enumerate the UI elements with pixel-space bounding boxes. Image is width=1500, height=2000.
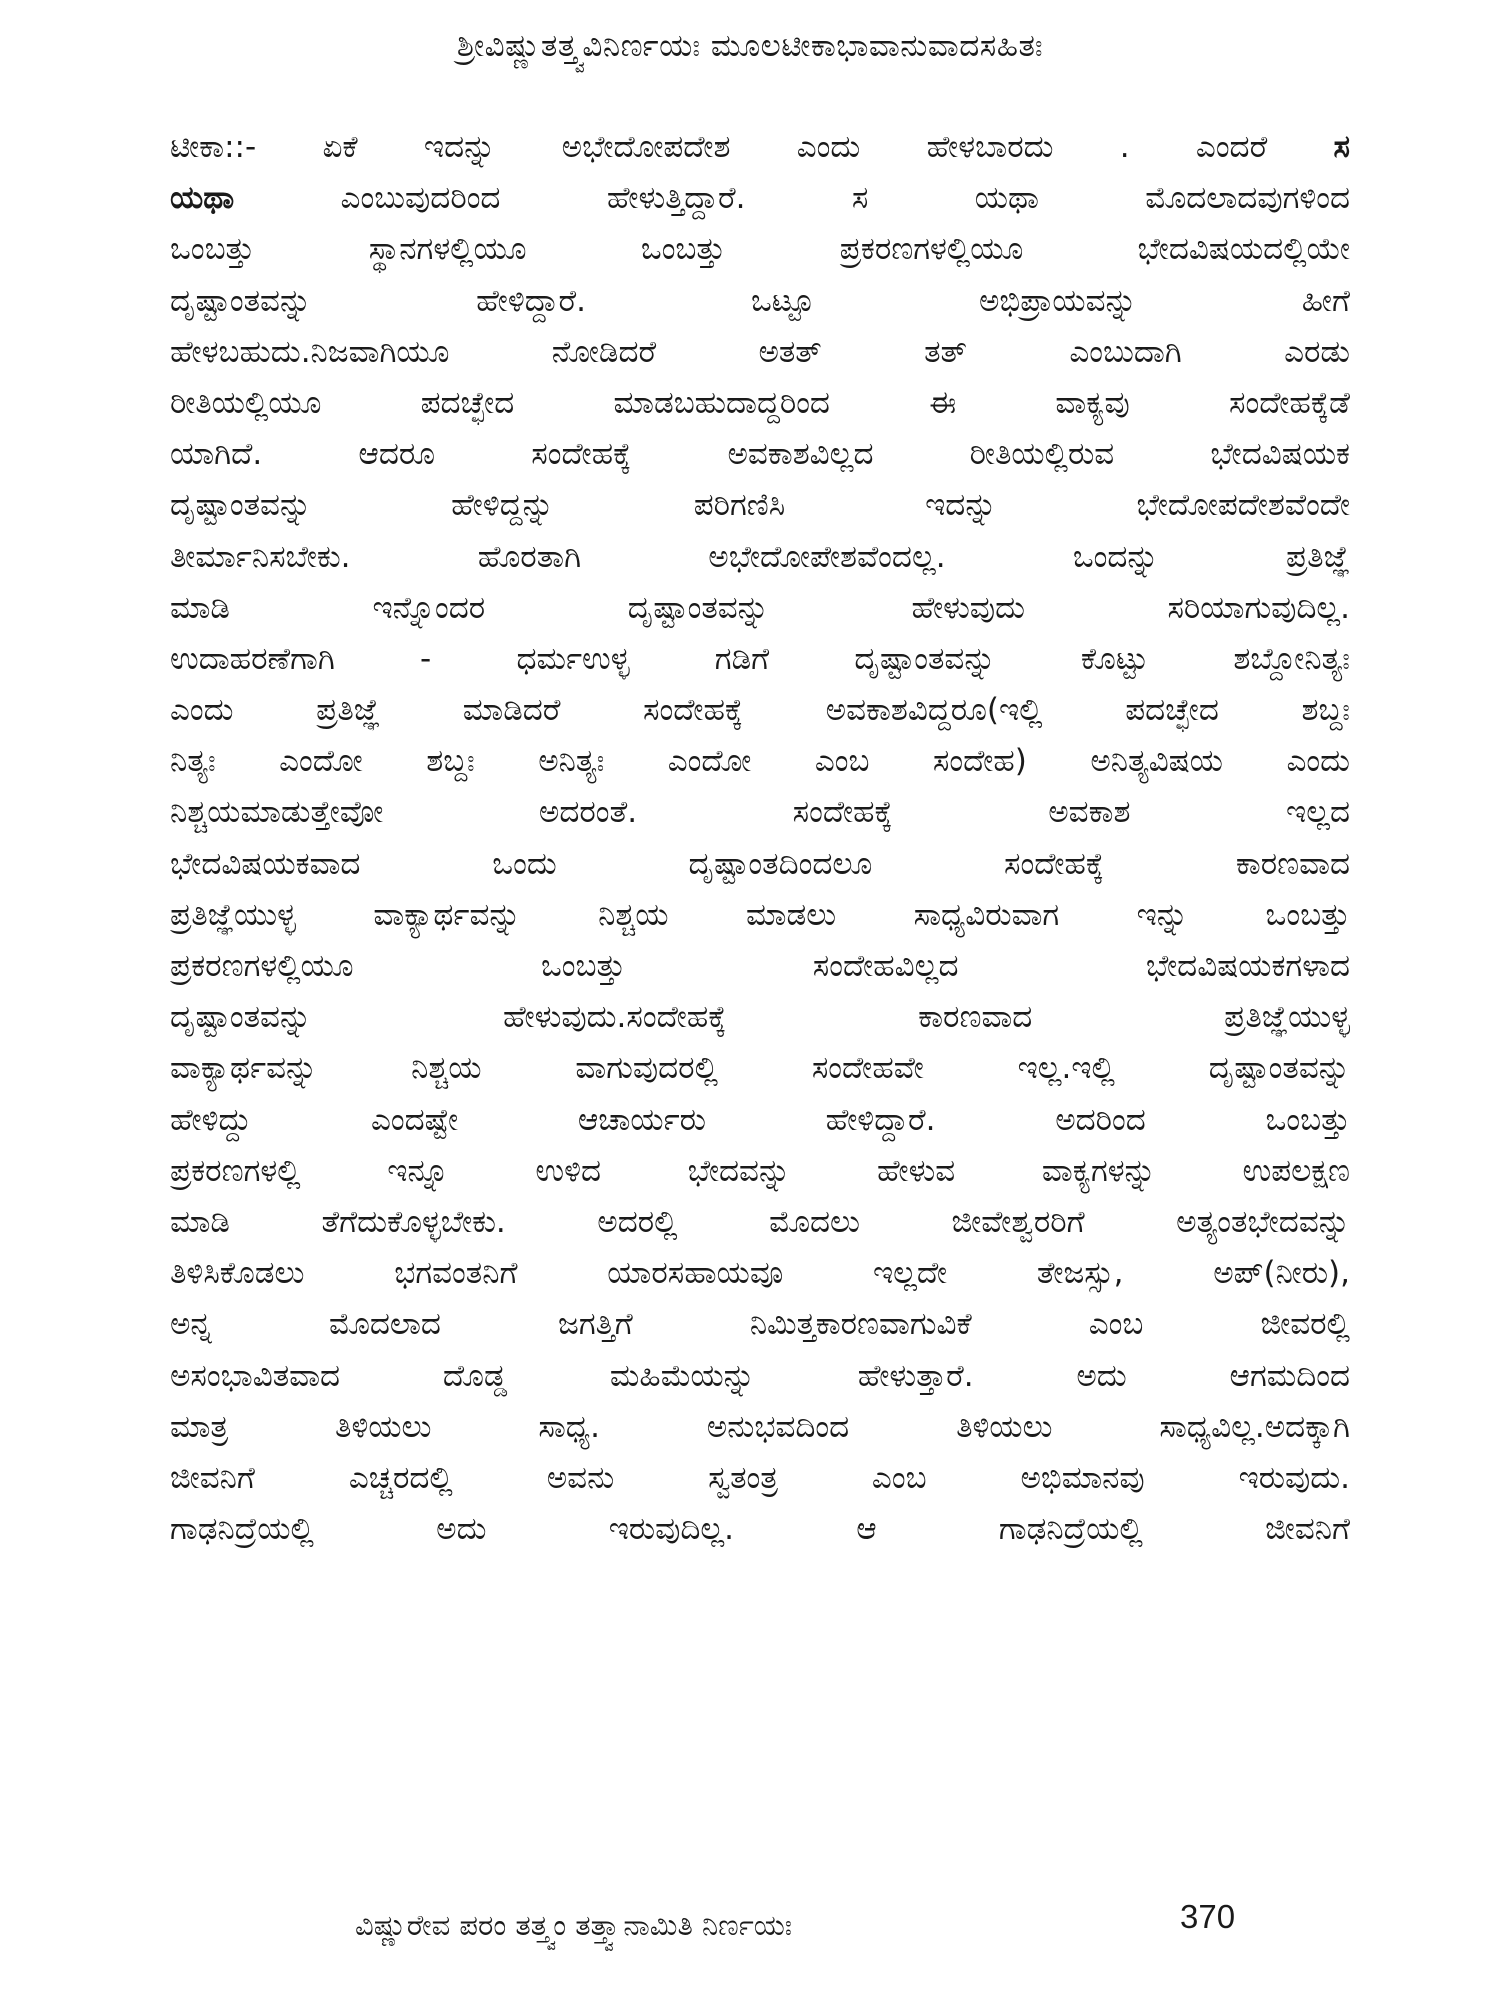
line-text: ಮಾಡಿ ಇನ್ನೊಂದರ ದೃಷ್ಟಾಂತವನ್ನು ಹೇಳುವುದು ಸರಿಯಾಗುವುದಿಲ್ಲ. (170, 589, 1350, 626)
text-line (170, 1043, 1350, 1094)
line-text: ಉದಾಹರಣೆಗಾಗಿ - ಧರ್ಮಉಳ್ಳ ಗಡಿಗೆ ದೃಷ್ಟಾಂತವನ್ನು ಕೊಟ್ಟು ಶಬ್ದೋನಿತ್ಯಃ (170, 640, 1350, 677)
text-line (170, 787, 1350, 838)
line-text: ಮಾತ್ರ ತಿಳಿಯಲು ಸಾಧ್ಯ. ಅನುಭವದಿಂದ ತಿಳಿಯಲು ಸಾಧ್ಯವಿಲ್ಲ.ಅದಕ್ಕಾಗಿ (170, 1408, 1350, 1445)
line-text: ಗಾಢನಿದ್ರೆಯಲ್ಲಿ ಅದು ಇರುವುದಿಲ್ಲ. ಆ ಗಾಢನಿದ್ರೆಯಲ್ಲಿ ಜೀವನಿಗೆ (170, 1511, 1350, 1548)
line-text: ನಿಶ್ಚಯಮಾಡುತ್ತೇವೋ ಅದರಂತೆ. ಸಂದೇಹಕ್ಕೆ ಅವಕಾಶ ಇಲ್ಲದ (170, 794, 1350, 831)
text-line (170, 1248, 1350, 1299)
line-text: ಯಾಗಿದೆ. ಆದರೂ ಸಂದೇಹಕ್ಕೆ ಅವಕಾಶವಿಲ್ಲದ ರೀತಿಯಲ್ಲಿರುವ ಭೇದವಿಷಯಕ (170, 436, 1350, 473)
line-text: ಪ್ರತಿಜ್ಞೆಯುಳ್ಳ ವಾಕ್ಯಾರ್ಥವನ್ನು ನಿಶ್ಚಯ ಮಾಡಲು ಸಾಧ್ಯವಿರುವಾಗ ಇನ್ನು ಒಂಬತ್ತು (170, 896, 1350, 933)
text-line (170, 276, 1350, 327)
text-line (170, 327, 1350, 378)
line-text: ಎಂದು ಪ್ರತಿಜ್ಞೆ ಮಾಡಿದರೆ ಸಂದೇಹಕ್ಕೆ ಅವಕಾಶವಿದ್ದರೂ(ಇಲ್ಲಿ ಪದಚ್ಛೇದ ಶಬ್ದಃ (170, 692, 1350, 729)
bold-phrase: ಸ (1333, 129, 1350, 165)
line-text: ಭೇದವಿಷಯಕವಾದ ಒಂದು ದೃಷ್ಟಾಂತದಿಂದಲೂ ಸಂದೇಹಕ್ಕೆ ಕಾರಣವಾದ (170, 845, 1350, 882)
line-text: ಟೀಕಾ::- ಏಕೆ ಇದನ್ನು ಅಭೇದೋಪದೇಶ ಎಂದು ಹೇಳಬಾರದು . ಎಂದರೆ (170, 129, 1334, 165)
line-text: ಪ್ರಕರಣಗಳಲ್ಲಿ ಇನ್ನೂ ಉಳಿದ ಭೇದವನ್ನು ಹೇಳುವ ವಾಕ್ಯಗಳನ್ನು ಉಪಲಕ್ಷಣ (170, 1152, 1350, 1189)
line-text: ಎಂಬುವುದರಿಂದ ಹೇಳುತ್ತಿದ್ದಾರೆ. ಸ ಯಥಾ ಮೊದಲಾದವುಗಳಿಂದ (234, 180, 1350, 217)
line-text: ಜೀವನಿಗೆ ಎಚ್ಚರದಲ್ಲಿ ಅವನು ಸ್ವತಂತ್ರ ಎಂಬ ಅಭಿಮಾನವು ಇರುವುದು. (170, 1459, 1350, 1496)
text-line (170, 173, 1350, 224)
text-line (170, 1299, 1350, 1350)
line-text: ರೀತಿಯಲ್ಲಿಯೂ ಪದಚ್ಛೇದ ಮಾಡಬಹುದಾದ್ದರಿಂದ ಈ ವಾಕ್ಯವು ಸಂದೇಹಕ್ಕೆಡೆ (170, 384, 1350, 421)
text-line (170, 224, 1350, 275)
line-text: ತೀರ್ಮಾನಿಸಬೇಕು. ಹೊರತಾಗಿ ಅಭೇದೋಪೇಶವೆಂದಲ್ಲ. ಒಂದನ್ನು ಪ್ರತಿಜ್ಞೆ (170, 538, 1350, 575)
text-line (170, 1453, 1350, 1504)
running-footer: ವಿಷ್ಣುರೇವ ಪರಂ ತತ್ತ್ವಂ ತತ್ತ್ವಾನಾಮಿತಿ ನಿರ್ಣಯಃ (355, 1908, 793, 1942)
text-line (170, 685, 1350, 736)
text-line (170, 839, 1350, 890)
line-text: ಅಸಂಭಾವಿತವಾದ ದೊಡ್ಡ ಮಹಿಮೆಯನ್ನು ಹೇಳುತ್ತಾರೆ. ಅದು ಆಗಮದಿಂದ (170, 1357, 1350, 1394)
line-text: ಹೇಳಬಹುದು.ನಿಜವಾಗಿಯೂ ನೋಡಿದರೆ ಅತತ್ ತತ್ ಎಂಬುದಾಗಿ ಎರಡು (170, 333, 1350, 370)
bold-phrase: ಯಥಾ (170, 180, 235, 217)
text-line (170, 1351, 1350, 1402)
text-line (170, 480, 1350, 531)
text-line (170, 890, 1350, 941)
line-text: ಹೇಳಿದ್ದು ಎಂದಷ್ಟೇ ಆಚಾರ್ಯರು ಹೇಳಿದ್ದಾರೆ. ಅದರಿಂದ ಒಂಬತ್ತು (170, 1101, 1350, 1138)
text-line (170, 1095, 1350, 1146)
text-line (170, 532, 1350, 583)
line-text: ದೃಷ್ಟಾಂತವನ್ನು ಹೇಳಿದ್ದನ್ನು ಪರಿಗಣಿಸಿ ಇದನ್ನು ಭೇದೋಪದೇಶವೆಂದೇ (170, 487, 1350, 524)
text-line (170, 634, 1350, 685)
line-text: ದೃಷ್ಟಾಂತವನ್ನು ಹೇಳುವುದು.ಸಂದೇಹಕ್ಕೆ ಕಾರಣವಾದ ಪ್ರತಿಜ್ಞೆಯುಳ್ಳ (170, 999, 1350, 1036)
text-line (170, 1197, 1350, 1248)
line-text: ನಿತ್ಯಃ ಎಂದೋ ಶಬ್ದಃ ಅನಿತ್ಯಃ ಎಂದೋ ಎಂಬ ಸಂದೇಹ) ಅನಿತ್ಯವಿಷಯ ಎಂದು (170, 743, 1350, 780)
text-line (170, 429, 1350, 480)
commentary-body (170, 122, 1350, 1555)
text-line (170, 941, 1350, 992)
text-line (170, 736, 1350, 787)
text-line (170, 992, 1350, 1043)
text-line (170, 583, 1350, 634)
line-text: ವಾಕ್ಯಾರ್ಥವನ್ನು ನಿಶ್ಚಯ ವಾಗುವುದರಲ್ಲಿ ಸಂದೇಹವೇ ಇಲ್ಲ.ಇಲ್ಲಿ ದೃಷ್ಟಾಂತವನ್ನು (170, 1050, 1350, 1087)
line-text: ದೃಷ್ಟಾಂತವನ್ನು ಹೇಳಿದ್ದಾರೆ. ಒಟ್ಟೂ ಅಭಿಪ್ರಾಯವನ್ನು ಹೀಗೆ (170, 282, 1350, 319)
line-text: ಪ್ರಕರಣಗಳಲ್ಲಿಯೂ ಒಂಬತ್ತು ಸಂದೇಹವಿಲ್ಲದ ಭೇದವಿಷಯಕಗಳಾದ (170, 948, 1350, 984)
text-line (170, 122, 1350, 173)
line-text: ಒಂಬತ್ತು ಸ್ಥಾನಗಳಲ್ಲಿಯೂ ಒಂಬತ್ತು ಪ್ರಕರಣಗಳಲ್ಲಿಯೂ ಭೇದವಿಷಯದಲ್ಲಿಯೇ (170, 231, 1350, 268)
running-header: ಶ್ರೀವಿಷ್ಣುತತ್ತ್ವವಿನಿರ್ಣಯಃ ಮೂಲಟೀಕಾಭಾವಾನುವಾದಸಹಿತಃ (456, 28, 1044, 64)
text-line (170, 1504, 1350, 1555)
line-text: ಅನ್ನ ಮೊದಲಾದ ಜಗತ್ತಿಗೆ ನಿಮಿತ್ತಕಾರಣವಾಗುವಿಕೆ ಎಂಬ ಜೀವರಲ್ಲಿ (170, 1306, 1350, 1343)
text-line (170, 378, 1350, 429)
text-line (170, 1146, 1350, 1197)
page-number: 370 (1180, 1898, 1236, 1935)
text-line (170, 1402, 1350, 1453)
line-text: ಮಾಡಿ ತೆಗೆದುಕೊಳ್ಳಬೇಕು. ಅದರಲ್ಲಿ ಮೊದಲು ಜೀವೇಶ್ವರರಿಗೆ ಅತ್ಯಂತಭೇದವನ್ನು (170, 1203, 1350, 1240)
line-text: ತಿಳಿಸಿಕೊಡಲು ಭಗವಂತನಿಗೆ ಯಾರಸಹಾಯವೂ ಇಲ್ಲದೇ ತೇಜಸ್ಸು, ಅಪ್(ನೀರು), (170, 1255, 1350, 1292)
